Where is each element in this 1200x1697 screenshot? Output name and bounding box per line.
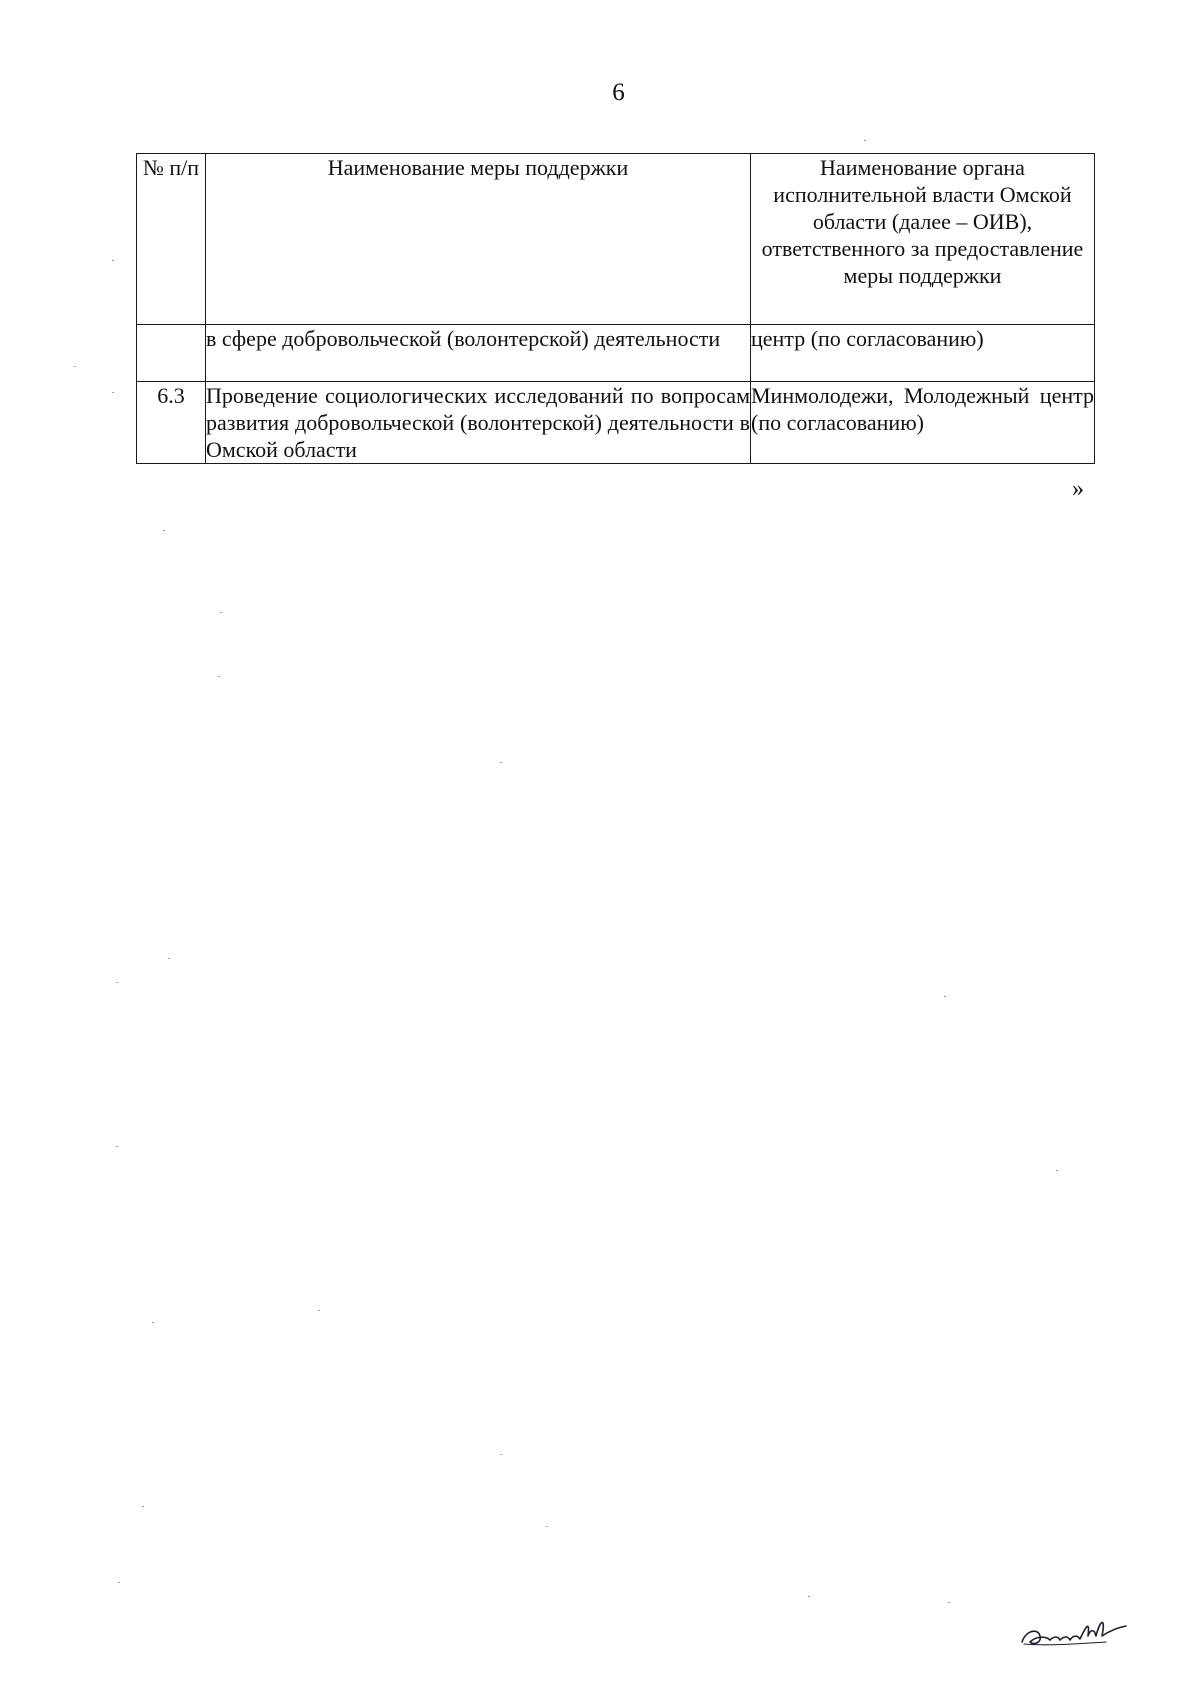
row-responsible-org: Минмолодежи, Молодежный центр (по согласованию) bbox=[751, 382, 1095, 464]
row-num: 6.3 bbox=[137, 382, 206, 464]
scan-speck bbox=[546, 1526, 548, 1527]
scan-speck bbox=[118, 1582, 120, 1583]
row-num bbox=[137, 325, 206, 382]
scan-speck bbox=[142, 1506, 144, 1507]
closing-quote: » bbox=[1072, 476, 1084, 502]
signature-icon bbox=[1016, 1606, 1136, 1656]
table-row bbox=[137, 382, 1095, 464]
scan-speck bbox=[808, 1596, 810, 1597]
row-measure-name: Проведение социологических исследований по вопросам развития добровольческой (волонтерской) деятельности в Омской области bbox=[206, 383, 750, 462]
table-row bbox=[137, 325, 1095, 382]
scan-speck bbox=[500, 762, 502, 763]
scan-speck bbox=[112, 260, 114, 261]
support-measures-table bbox=[136, 153, 1095, 464]
row-responsible-org: центр (по согласованию) bbox=[751, 325, 1095, 382]
scan-speck bbox=[220, 612, 222, 613]
header-num: № п/п bbox=[137, 154, 206, 325]
scan-speck bbox=[168, 958, 170, 959]
scan-speck bbox=[218, 676, 220, 677]
header-measure-name: Наименование меры поддержки bbox=[206, 154, 751, 325]
scan-speck bbox=[116, 1146, 118, 1147]
row-measure-name: в сфере добровольческой (волонтерской) деятельности bbox=[206, 325, 751, 382]
scan-speck bbox=[152, 1322, 154, 1323]
header-responsible-org: Наименование органа исполнительной власти Омской области (далее – ОИВ), ответственного за предоставление меры поддержки bbox=[751, 154, 1095, 325]
scan-speck bbox=[163, 530, 165, 531]
scan-speck bbox=[112, 392, 114, 393]
scan-speck bbox=[318, 1310, 320, 1311]
table-header-row bbox=[137, 154, 1095, 325]
scan-speck bbox=[864, 140, 866, 141]
scan-speck bbox=[116, 982, 118, 983]
scan-speck bbox=[74, 366, 76, 367]
scan-speck bbox=[1056, 1170, 1058, 1171]
scan-speck bbox=[944, 996, 946, 997]
page-number: 6 bbox=[612, 79, 625, 106]
scan-speck bbox=[500, 1454, 502, 1455]
scan-speck bbox=[948, 1602, 950, 1603]
